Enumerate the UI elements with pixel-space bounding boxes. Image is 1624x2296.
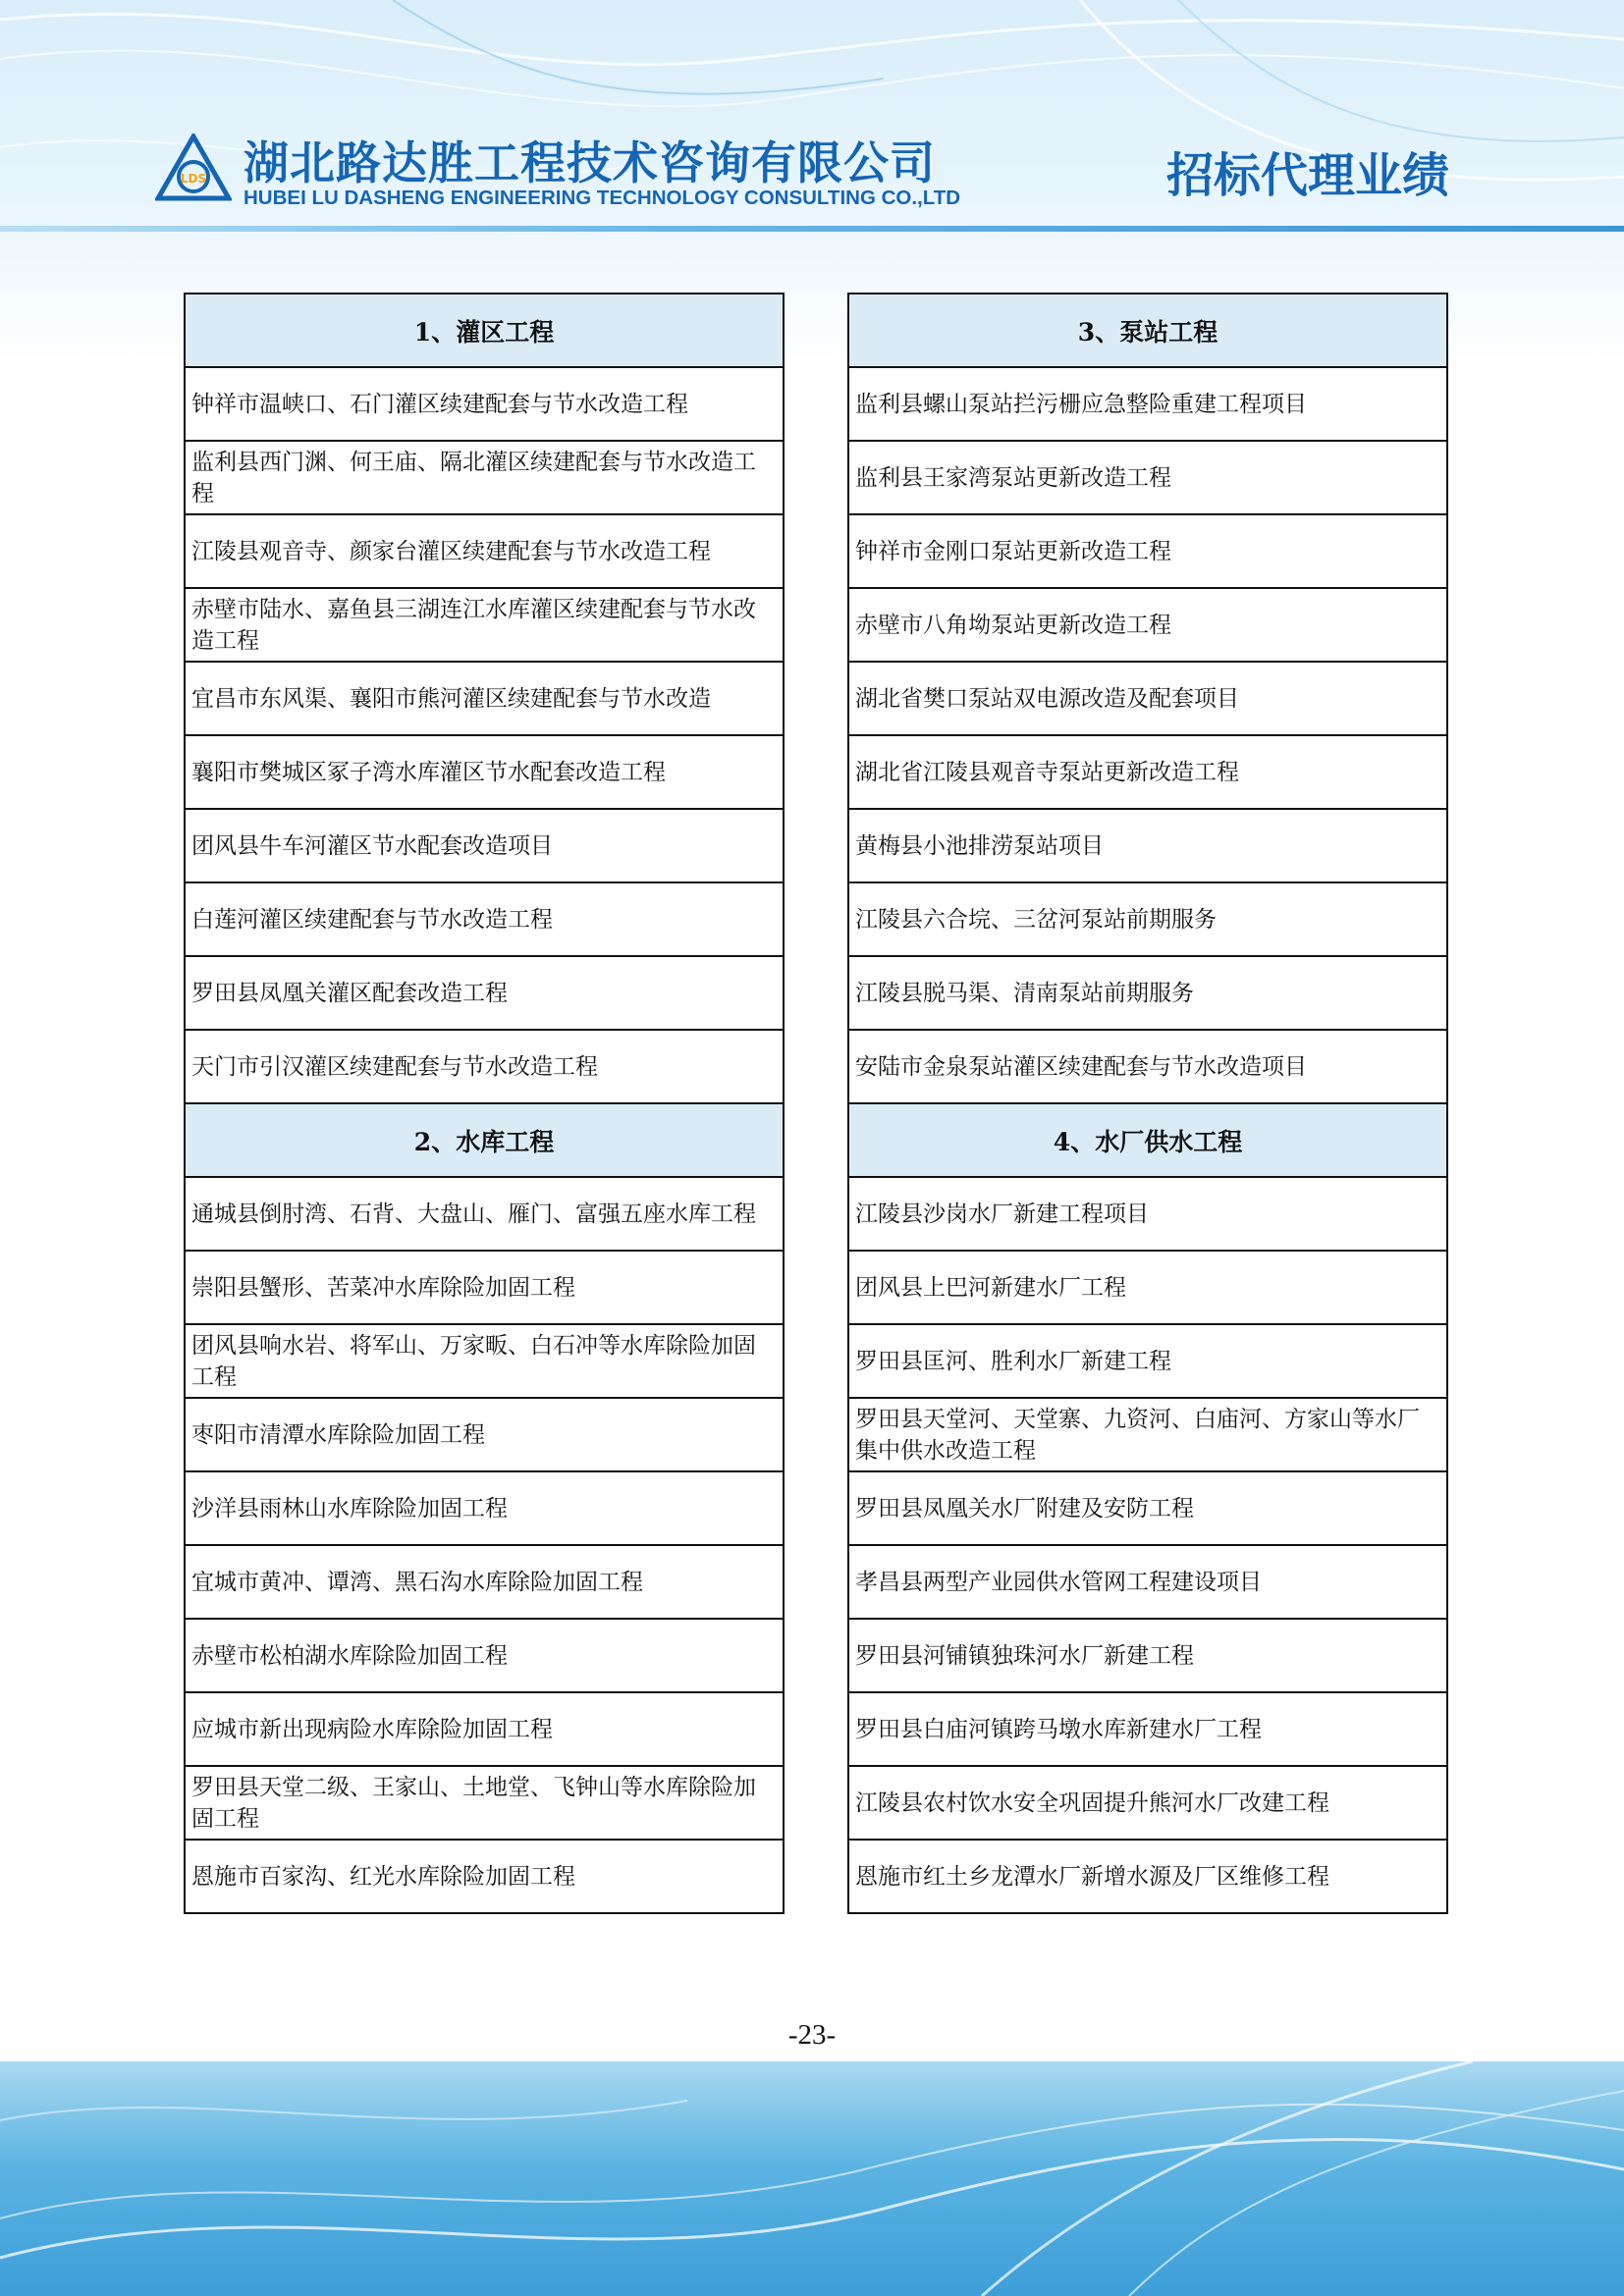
table-row: 团风县上巴河新建水厂工程: [849, 1252, 1446, 1325]
table-row: 湖北省樊口泵站双电源改造及配套项目: [849, 663, 1446, 736]
table-row: 沙洋县雨林山水库除险加固工程: [186, 1472, 783, 1546]
table-row: 罗田县天堂河、天堂寨、九资河、白庙河、方家山等水厂集中供水改造工程: [849, 1399, 1446, 1472]
table-row: 江陵县观音寺、颜家台灌区续建配套与节水改造工程: [186, 515, 783, 589]
table-row: 天门市引汉灌区续建配套与节水改造工程: [186, 1031, 783, 1104]
table-row: 孝昌县两型产业园供水管网工程建设项目: [849, 1546, 1446, 1620]
decorative-waves: [0, 2061, 1624, 2296]
table-row: 襄阳市樊城区冢子湾水库灌区节水配套改造工程: [186, 736, 783, 810]
right-column-tables: [847, 293, 1448, 1914]
table-row: 湖北省江陵县观音寺泵站更新改造工程: [849, 736, 1446, 810]
table-header-reservoir: 2、水库工程: [186, 1104, 783, 1178]
table-row: 恩施市红土乡龙潭水厂新增水源及厂区维修工程: [849, 1841, 1446, 1914]
table-row: 白莲河灌区续建配套与节水改造工程: [186, 883, 783, 957]
footer-background: [0, 2061, 1624, 2296]
table-row: 宜城市黄冲、谭湾、黑石沟水库除险加固工程: [186, 1546, 783, 1620]
header-divider: [0, 226, 1624, 232]
page-number: -23-: [787, 2019, 837, 2051]
table-row: 黄梅县小池排涝泵站项目: [849, 810, 1446, 883]
table-row: 江陵县六合垸、三岔河泵站前期服务: [849, 883, 1446, 957]
table-row: 安陆市金泉泵站灌区续建配套与节水改造项目: [849, 1031, 1446, 1104]
table-row: 罗田县凤凰关水厂附建及安防工程: [849, 1472, 1446, 1546]
section-title: 招标代理业绩: [1166, 148, 1450, 203]
table-row: 监利县螺山泵站拦污栅应急整险重建工程项目: [849, 368, 1446, 442]
table-row: 罗田县匡河、胜利水厂新建工程: [849, 1325, 1446, 1399]
table-row: 枣阳市清潭水库除险加固工程: [186, 1399, 783, 1472]
table-row: 宜昌市东风渠、襄阳市熊河灌区续建配套与节水改造: [186, 663, 783, 736]
table-row: 监利县西门渊、何王庙、隔北灌区续建配套与节水改造工程: [186, 442, 783, 515]
table-row: 赤壁市松柏湖水库除险加固工程: [186, 1620, 783, 1693]
table-header-water-plant: 4、水厂供水工程: [849, 1104, 1446, 1178]
table-header-pump-station: 3、泵站工程: [849, 294, 1446, 368]
table-row: 罗田县河铺镇独珠河水厂新建工程: [849, 1620, 1446, 1693]
table-row: 江陵县沙岗水厂新建工程项目: [849, 1178, 1446, 1252]
table-row: 江陵县农村饮水安全巩固提升熊河水厂改建工程: [849, 1767, 1446, 1841]
left-column-tables: [184, 293, 785, 1914]
table-row: 监利县王家湾泵站更新改造工程: [849, 442, 1446, 515]
table-header-irrigation: 1、灌区工程: [186, 294, 783, 368]
table-row: 通城县倒肘湾、石背、大盘山、雁门、富强五座水库工程: [186, 1178, 783, 1252]
company-name-cn: 湖北路达胜工程技术咨询有限公司: [244, 136, 936, 189]
table-row: 江陵县脱马渠、清南泵站前期服务: [849, 957, 1446, 1031]
table-row: 赤壁市八角坳泵站更新改造工程: [849, 589, 1446, 663]
table-row: 恩施市百家沟、红光水库除险加固工程: [186, 1841, 783, 1914]
table-row: 应城市新出现病险水库除险加固工程: [186, 1693, 783, 1767]
table-row: 崇阳县蟹形、苦菜冲水库除险加固工程: [186, 1252, 783, 1325]
table-row: 罗田县天堂二级、王家山、土地堂、飞钟山等水库除险加固工程: [186, 1767, 783, 1841]
table-row: 团风县牛车河灌区节水配套改造项目: [186, 810, 783, 883]
table-row: 罗田县凤凰关灌区配套改造工程: [186, 957, 783, 1031]
company-logo: [155, 133, 232, 202]
table-row: 罗田县白庙河镇跨马墩水库新建水厂工程: [849, 1693, 1446, 1767]
svg-text:LDS: LDS: [180, 172, 207, 186]
table-row: 赤壁市陆水、嘉鱼县三湖连江水库灌区续建配套与节水改造工程: [186, 589, 783, 663]
table-row: 钟祥市金刚口泵站更新改造工程: [849, 515, 1446, 589]
table-row: 钟祥市温峡口、石门灌区续建配套与节水改造工程: [186, 368, 783, 442]
company-name-en: HUBEI LU DASHENG ENGINEERING TECHNOLOGY CONSULTING CO.,LTD: [244, 187, 961, 209]
table-row: 团风县响水岩、将军山、万家畈、白石冲等水库除险加固工程: [186, 1325, 783, 1399]
